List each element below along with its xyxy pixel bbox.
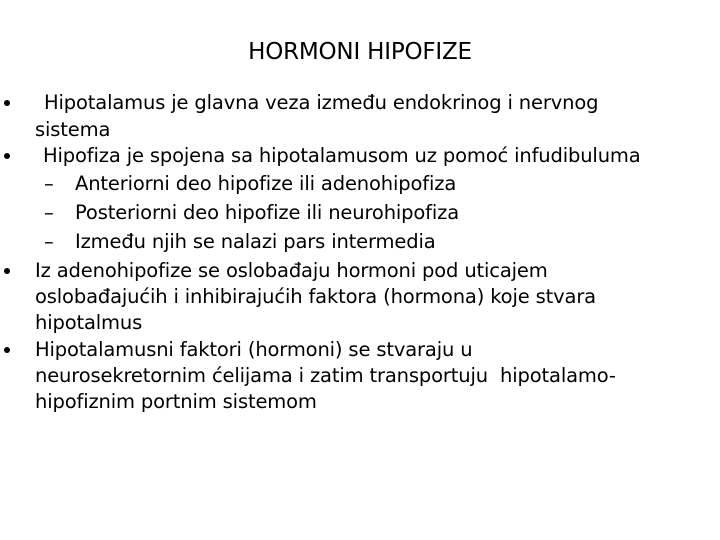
sub-item-text: Anteriorni deo hipofize ili adenohipofiza <box>75 172 457 195</box>
bullet-text: hipofiznim portnim sistemom <box>35 390 317 413</box>
sub-item <box>0 200 720 229</box>
bullet-item <box>0 337 720 416</box>
bullet-item <box>0 143 720 171</box>
dash-icon: – <box>44 201 54 224</box>
bullet-icon <box>4 268 10 274</box>
bullet-list <box>0 90 720 416</box>
bullet-text: Hipotalamusni faktori (hormoni) se stvaraju u <box>35 338 473 361</box>
bullet-icon <box>4 100 10 106</box>
bullet-text: Hipotalamus je glavna veza između endokrinog i nervnog <box>44 91 599 114</box>
bullet-text: oslobađajućih i inhibirajućih faktora (hormona) koje stvara <box>35 285 596 308</box>
dash-icon: – <box>44 172 54 195</box>
bullet-item <box>0 90 720 143</box>
sub-item-text: Između njih se nalazi pars intermedia <box>75 230 436 253</box>
bullet-text: Iz adenohipofize se oslobađaju hormoni pod uticajem <box>35 259 548 282</box>
bullet-text: hipotalmus <box>35 311 143 334</box>
sub-item-text: Posteriorni deo hipofize ili neurohipofiza <box>75 201 460 224</box>
bullet-icon <box>4 347 10 353</box>
bullet-text: Hipofiza je spojena sa hipotalamusom uz pomoć infudibuluma <box>43 144 641 167</box>
slide-title: HORMONI HIPOFIZE <box>248 39 472 65</box>
bullet-item <box>0 258 720 337</box>
bullet-text: sistema <box>35 118 111 141</box>
bullet-icon <box>4 153 10 159</box>
sub-item <box>0 229 720 258</box>
sub-item <box>0 171 720 200</box>
bullet-text: neurosekretornim ćelijama i zatim transportuju hipotalamo- <box>35 364 616 387</box>
dash-icon: – <box>44 230 54 253</box>
